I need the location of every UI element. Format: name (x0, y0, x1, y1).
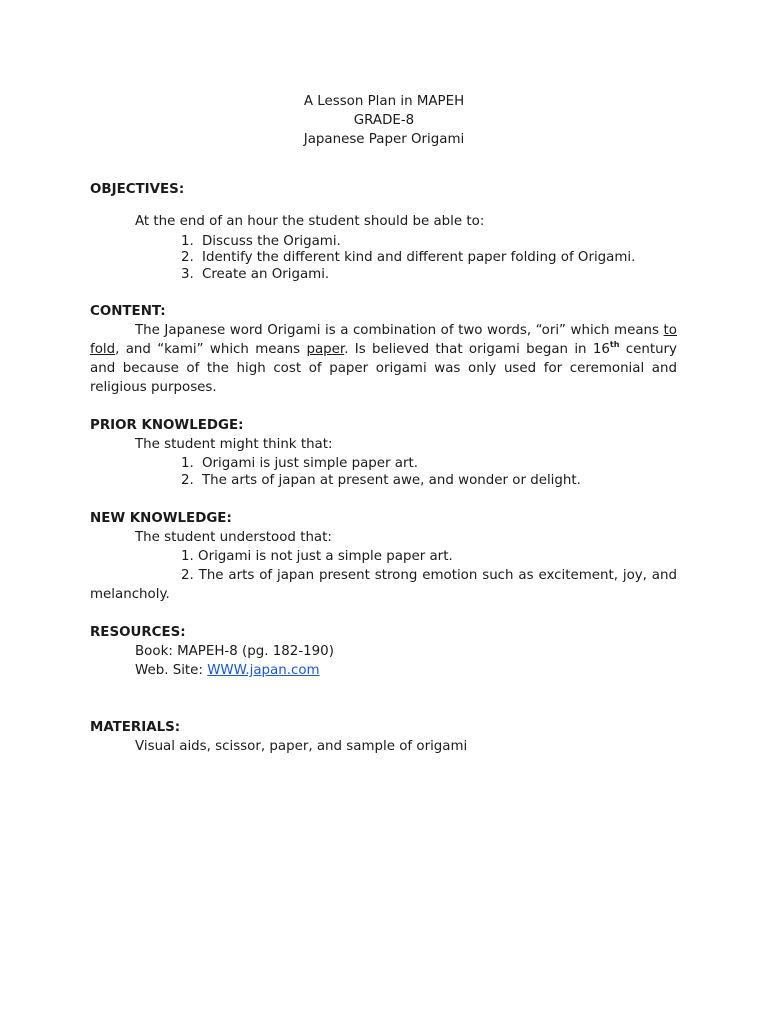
content-heading: CONTENT: (90, 304, 166, 319)
list-text: Discuss the Origami. (202, 234, 341, 249)
list-text: Create an Origami. (202, 267, 330, 282)
website-link[interactable]: WWW.japan.com (207, 663, 320, 678)
objectives-intro: At the end of an hour the student should be able to: (135, 214, 485, 229)
content-text-3: . Is believed that origami began in 16 (344, 342, 610, 357)
prior-knowledge-intro: The student might think that: (135, 437, 333, 452)
new-knowledge-intro: The student understood that: (135, 530, 332, 545)
term-paper: paper (306, 342, 345, 357)
list-text: Identify the different kind and different paper folding of Origami. (202, 250, 636, 265)
content-text-2: , and “kami” which means (115, 342, 307, 357)
new-knowledge-heading: NEW KNOWLEDGE: (90, 511, 232, 526)
prior-knowledge-heading: PRIOR KNOWLEDGE: (90, 418, 244, 433)
title-line-1: A Lesson Plan in MAPEH (303, 94, 465, 109)
list-number: 1. (181, 234, 194, 249)
objectives-item-3 (181, 265, 329, 284)
list-number: 2. (181, 250, 194, 265)
list-text: The arts of japan at present awe, and wonder or delight. (202, 473, 581, 488)
resources-website (135, 661, 320, 680)
objectives-heading: OBJECTIVES: (90, 182, 185, 197)
content-text-1: The Japanese word Origami is a combination of two words, “ori” which means (135, 323, 664, 338)
list-number: 1. (181, 456, 194, 471)
list-text: Origami is just simple paper art. (202, 456, 419, 471)
title-line-3: Japanese Paper Origami (303, 132, 465, 147)
new-knowledge-item-1: 1. Origami is not just a simple paper art. (181, 549, 453, 564)
list-number: 2. (181, 473, 194, 488)
term-to-fold: to fold (90, 323, 677, 357)
prior-knowledge-item-2 (181, 471, 581, 490)
content-text-4: century and because of the high cost of paper origami was only used for ceremonial and religious purposes. (90, 342, 677, 395)
content-paragraph (90, 321, 677, 397)
resources-heading: RESOURCES: (90, 625, 186, 640)
materials-heading: MATERIALS: (90, 720, 181, 735)
title-line-2: GRADE-8 (353, 113, 415, 128)
materials-text: Visual aids, scissor, paper, and sample of origami (135, 739, 468, 754)
website-label: Web. Site: (135, 663, 208, 678)
new-knowledge-item-2: 2. The arts of japan present strong emotion such as excitement, joy, and melancholy. (90, 568, 677, 602)
superscript-th: th (609, 340, 620, 349)
resources-book: Book: MAPEH-8 (pg. 182-190) (135, 644, 334, 659)
list-number: 3. (181, 267, 194, 282)
